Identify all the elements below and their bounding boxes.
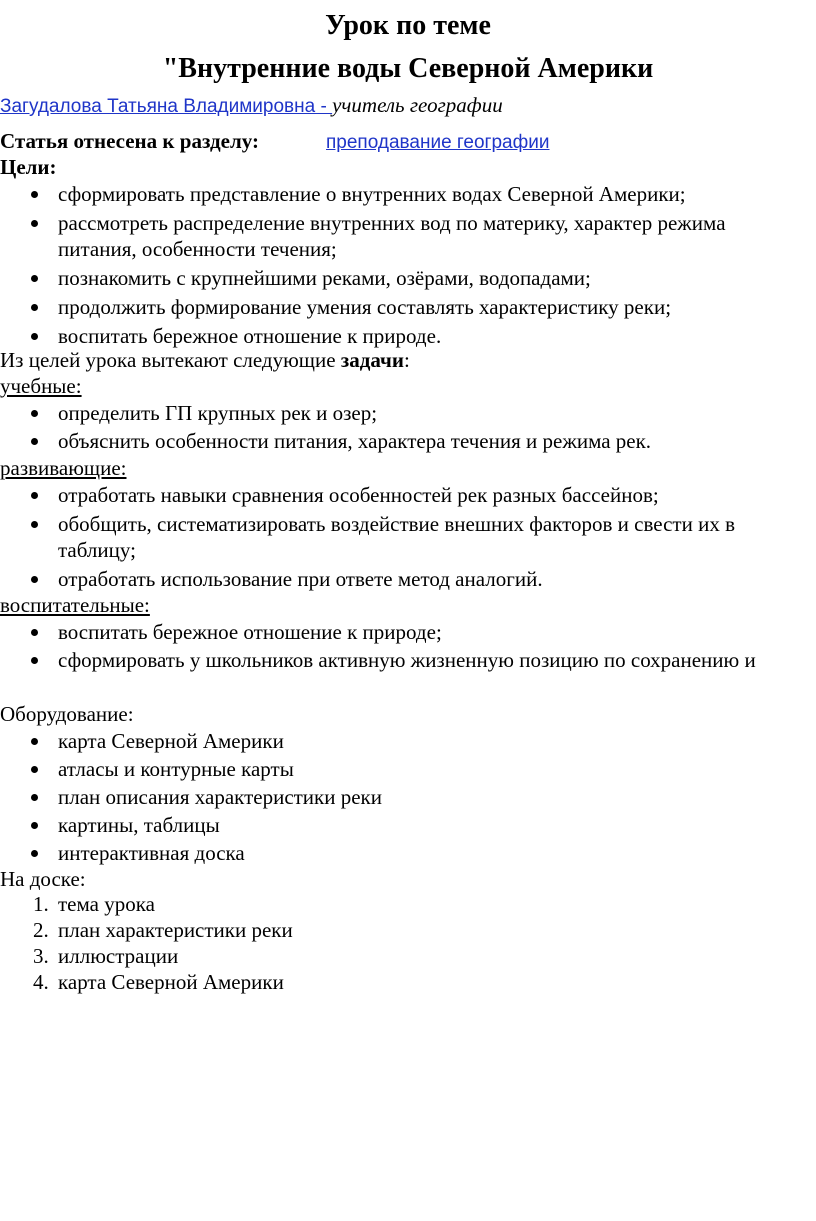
list-item: отработать навыки сравнения особенностей рек разных бассейнов; — [0, 482, 816, 510]
list-item: обобщить, систематизировать воздействие внешних факторов и свести их в таблицу; — [0, 511, 816, 565]
educational-list — [0, 619, 816, 701]
tasks-keyword: задачи — [340, 348, 404, 372]
developing-heading: развивающие: — [0, 456, 127, 480]
list-item: рассмотреть распределение внутренних вод по материку, характер режима питания, особенности течения; — [0, 210, 816, 264]
goals-block — [0, 154, 816, 180]
list-item: 2. план характеристики реки — [33, 918, 293, 942]
list-item: сформировать представление о внутренних водах Северной Америки; — [0, 181, 816, 209]
author-role: учитель географии — [332, 93, 503, 117]
bullet-icon — [31, 576, 38, 583]
learning-heading: учебные: — [0, 374, 82, 398]
bullet-icon — [31, 794, 38, 801]
list-item: 4. карта Северной Америки — [33, 970, 284, 994]
list-item: интерактивная доска — [0, 840, 816, 868]
equipment-heading: Оборудование: — [0, 702, 134, 726]
educational-heading: воспитательные: — [0, 593, 150, 617]
board-heading: На доске: — [0, 867, 86, 891]
list-item: объяснить особенности питания, характера течения и режима рек. — [0, 428, 816, 456]
list-number: 2. — [33, 918, 49, 942]
developing-list — [0, 482, 816, 594]
learning-list — [0, 400, 816, 456]
list-item: картины, таблицы — [0, 812, 816, 840]
bullet-icon — [31, 191, 38, 198]
list-item: атласы и контурные карты — [0, 756, 816, 784]
page-subtitle: "Внутренние воды Северной Америки — [162, 53, 654, 84]
list-item: продолжить формирование умения составлять характеристику реки; — [0, 294, 816, 323]
page-title: Урок по теме — [325, 10, 491, 41]
list-item: 3. иллюстрации — [33, 944, 179, 968]
list-item: определить ГП крупных рек и озер; — [0, 400, 816, 428]
list-number: 4. — [33, 970, 49, 994]
bullet-icon — [31, 333, 38, 340]
list-number: 3. — [33, 944, 49, 968]
bullet-icon — [31, 657, 38, 664]
bullet-icon — [31, 304, 38, 311]
list-item: воспитать бережное отношение к природе; — [0, 619, 816, 647]
list-item: 1. тема урока — [33, 892, 155, 916]
bullet-icon — [31, 521, 38, 528]
bullet-icon — [31, 492, 38, 499]
list-item: сформировать у школьников активную жизненную позицию по сохранению и — [0, 647, 816, 701]
list-item: карта Северной Америки — [0, 728, 816, 756]
bullet-icon — [31, 629, 38, 636]
goals-list — [0, 181, 816, 349]
bullet-icon — [31, 766, 38, 773]
list-item: познакомить с крупнейшими реками, озёрами, водопадами; — [0, 265, 816, 294]
bullet-icon — [31, 220, 38, 227]
author-link[interactable]: Загудалова Татьяна Владимировна - — [0, 96, 333, 117]
list-item: план описания характеристики реки — [0, 784, 816, 812]
list-item: отработать использование при ответе метод аналогий. — [0, 566, 816, 594]
section-link[interactable]: преподавание географии — [326, 132, 550, 153]
bullet-icon — [31, 438, 38, 445]
bullet-icon — [31, 822, 38, 829]
section-label: Статья отнесена к разделу: — [0, 129, 259, 153]
bullet-icon — [31, 275, 38, 282]
goals-heading: Цели: — [0, 155, 57, 179]
section-line — [0, 128, 549, 156]
bullet-icon — [31, 410, 38, 417]
tasks-intro: Из целей урока вытекают следующие задачи: — [0, 348, 410, 372]
bullet-icon — [31, 738, 38, 745]
list-item: воспитать бережное отношение к природе. — [0, 323, 816, 349]
board-list — [0, 891, 816, 995]
author-line — [0, 92, 503, 120]
list-number: 1. — [33, 892, 49, 916]
equipment-list — [0, 728, 816, 868]
bullet-icon — [31, 850, 38, 857]
